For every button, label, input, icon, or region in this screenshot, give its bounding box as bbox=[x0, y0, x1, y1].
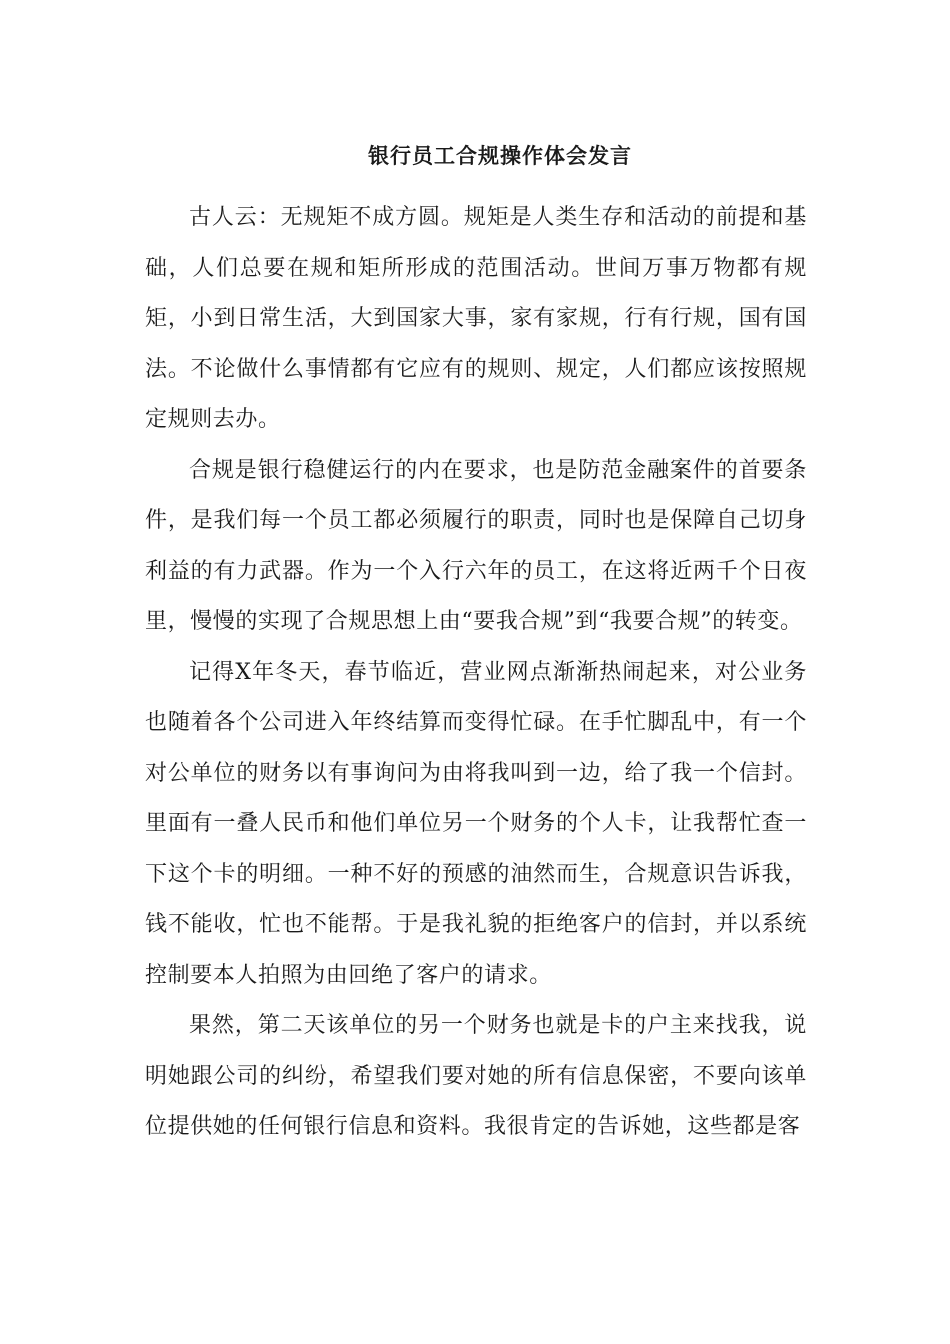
document-title: 银行员工合规操作体会发言 bbox=[368, 143, 632, 168]
paragraph-2: 合规是银行稳健运行的内在要求，也是防范金融案件的首要条件，是我们每一个员工都必须履行的职责，同时也是保障自己切身利益的有力武器。作为一个入行六年的员工，在这将近两千个日夜里，慢慢的实现了合规思想上由“要我合规”到“我要合规”的转变。 bbox=[145, 457, 807, 634]
paragraph-3: 记得X年冬天，春节临近，营业网点渐渐热闹起来，对公业务也随着各个公司进入年终结算而变得忙碌。在手忙脚乱中，有一个对公单位的财务以有事询问为由将我叫到一边，给了我一个信封。里面有一叠人民币和他们单位另一个财务的个人卡，让我帮忙查一下这个卡的明细。一种不好的预感的油然而生，合规意识告诉我，钱不能收，忙也不能帮。于是我礼貌的拒绝客户的信封，并以系统控制要本人拍照为由回绝了客户的请求。 bbox=[145, 659, 807, 988]
paragraph-1: 古人云：无规矩不成方圆。规矩是人类生存和活动的前提和基础，人们总要在规和矩所形成的范围活动。世间万事万物都有规矩，小到日常生活，大到国家大事，家有家规，行有行规，国有国法。不论做什么事情都有它应有的规则、规定，人们都应该按照规定规则去办。 bbox=[145, 205, 807, 432]
document-body bbox=[145, 193, 807, 1153]
paragraph-4: 果然，第二天该单位的另一个财务也就是卡的户主来找我，说明她跟公司的纠纷，希望我们要对她的所有信息保密，不要向该单位提供她的任何银行信息和资料。我很肯定的告诉她，这些都是客 bbox=[145, 1013, 807, 1139]
